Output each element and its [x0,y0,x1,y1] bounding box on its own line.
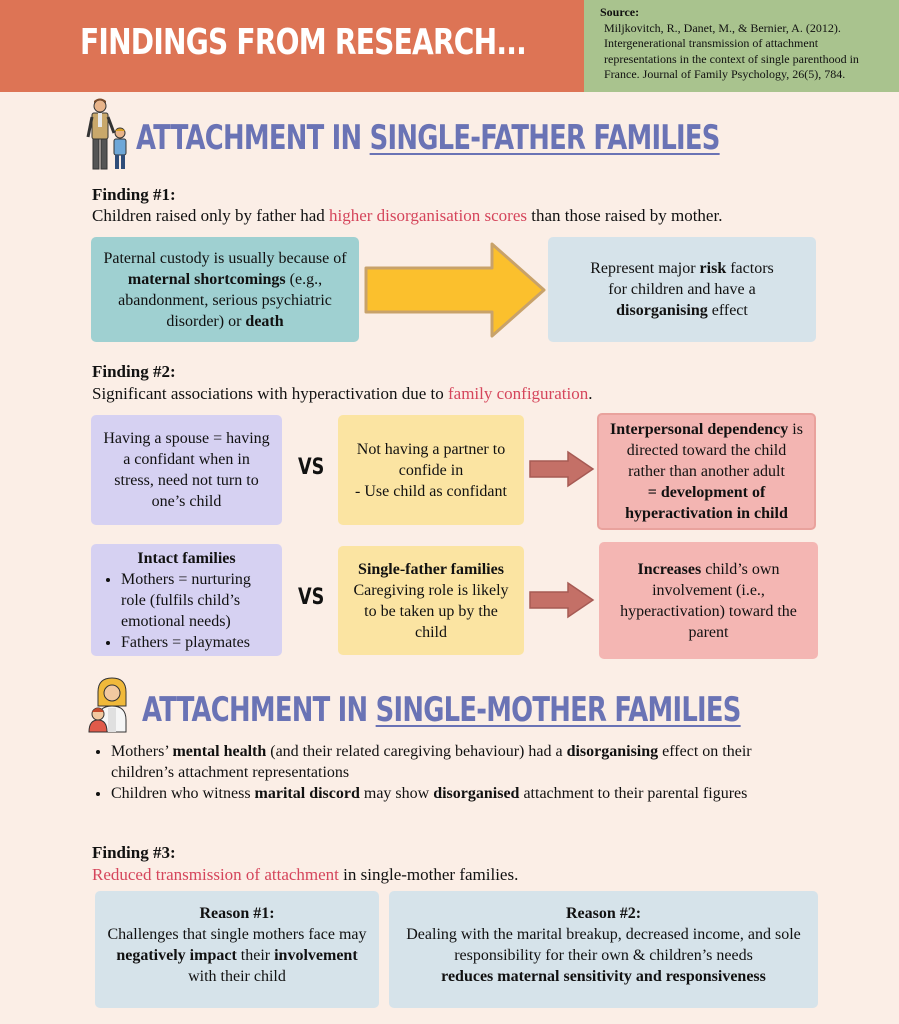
finding-2-text-a: Significant associations with hyperactivation due to [92,384,448,403]
reason-1-e: with their child [188,968,286,985]
bullet-2-c: may show [359,785,434,802]
reason-2-label: Reason #2: [565,905,642,922]
vs-label-1: VS [298,455,325,480]
effect-text-a: Represent major [590,260,700,277]
dependency-text-b: is directed toward the child rather than another adult [626,421,803,480]
bullet-2-d: disorganised [433,785,520,802]
section-title-underlined: SINGLE-FATHER FAMILIES [369,118,720,158]
cause-text-c: (e.g., abandonment, serious psychiatric disorder) or [118,270,332,330]
spouse-confidant-text: Having a spouse = having a confidant when in stress, need not turn to one’s child [103,430,270,510]
bullet-2-e: attachment to their parental figures [519,785,748,802]
mother-bullet-list [93,741,813,804]
caregiving-role-text: Caregiving role is likely to be taken up by the child [353,581,509,641]
finding-3-text [92,865,518,885]
reason-1-label: Reason #1: [199,905,275,922]
cause-text-a: Paternal custody is usually because of [103,249,347,267]
section-title-prefix: ATTACHMENT IN [142,690,376,730]
finding-1-text [92,206,722,226]
single-father-families-box [338,546,524,655]
section-title-prefix: ATTACHMENT IN [136,118,370,158]
intact-families-title: Intact families [137,549,236,567]
bullet-1-a: Mothers’ [111,743,173,760]
cause-text-d: death [245,312,284,330]
increases-text-a: Increases [637,560,702,578]
vs-label-2: VS [298,585,325,610]
finding-1-highlight: higher disorganisation scores [329,206,527,225]
section-title-single-mother [142,690,741,730]
finding-3-label: Finding #3: [92,843,176,862]
dependency-text-a: Interpersonal dependency [610,421,789,438]
bullet-1-b: mental health [172,743,267,760]
section-title-single-father [136,118,720,158]
no-partner-box [338,415,524,525]
effect-text-e: effect [707,302,748,319]
effect-text-c: factors for children and have a [608,260,774,298]
intact-families-item: • Fathers = playmates [121,632,272,653]
father-and-son-icon [86,97,132,173]
single-father-families-title: Single-father families [358,560,504,578]
bullet-2-b: marital discord [254,785,360,802]
reason-2-box [389,891,818,1008]
list-item [111,783,813,804]
finding-1-label: Finding #1: [92,185,176,204]
finding-1-text-b: than those raised by mother. [526,206,723,225]
right-arrow-icon [528,450,596,488]
right-arrow-icon [528,581,596,619]
intact-families-item: • Mothers = nurturing role (fulfils child’s emotional needs) [121,569,272,632]
interpersonal-dependency-box [597,413,816,530]
bullet-1-c: (and their related caregiving behaviour) had a [266,743,567,760]
finding-3-text-b: in single-mother families. [338,865,519,884]
cause-text-b: maternal shortcomings [127,270,286,288]
section-title-underlined: SINGLE-MOTHER FAMILIES [375,690,741,730]
dependency-text-c: = development of hyperactivation in child [625,484,788,522]
increases-involvement-box [599,542,818,659]
big-right-arrow-icon [364,241,548,339]
finding-2-text [92,384,592,404]
source-text: Miljkovitch, R., Danet, M., & Bernier, A. (2012). Intergenerational transmission of attachment representations in the context of single parenthood in France. Journal of Family Psychology, 26(5), 784. [604,20,859,81]
use-child-confidant-text: - Use child as confidant [355,482,507,500]
list-item [111,741,813,783]
spouse-confidant-box [91,415,282,525]
finding-2-highlight: family configuration [447,384,589,403]
source-citation [584,0,899,92]
intact-families-box [91,544,282,656]
finding-2-label: Finding #2: [92,362,176,381]
bullet-2-a: Children who witness [111,785,255,802]
finding-1-text-a: Children raised only by father had [92,206,329,225]
increases-text-b: child’s own involvement (i.e., hyperactivation) toward the parent [620,560,797,641]
source-label: Source: [600,5,640,19]
no-partner-text: Not having a partner to confide in [356,440,506,479]
reason-2-a: Dealing with the marital breakup, decreased income, and sole responsibility for their own & children’s needs [406,926,801,964]
reason-1-b: negatively impact [116,947,237,964]
reason-2-b: reduces maternal sensitivity and responsiveness [441,968,766,985]
finding-3-highlight: Reduced transmission of attachment [92,865,339,884]
risk-factors-box [548,237,816,342]
reason-1-a: Challenges that single mothers face may [107,926,367,943]
paternal-custody-box [91,237,359,342]
page-title: FINDINGS FROM RESEARCH... [80,22,527,63]
reason-1-d: involvement [274,947,358,964]
mother-and-child-icon [86,676,138,734]
finding-2-text-b: . [588,384,593,403]
reason-1-box [95,891,379,1008]
bullet-1-d: disorganising [566,743,659,760]
effect-text-d: disorganising [616,302,708,319]
effect-text-b: risk [699,260,727,277]
reason-1-c: their [236,947,275,964]
bullet-1-e: effect on their children’s attachment representations [111,743,752,781]
